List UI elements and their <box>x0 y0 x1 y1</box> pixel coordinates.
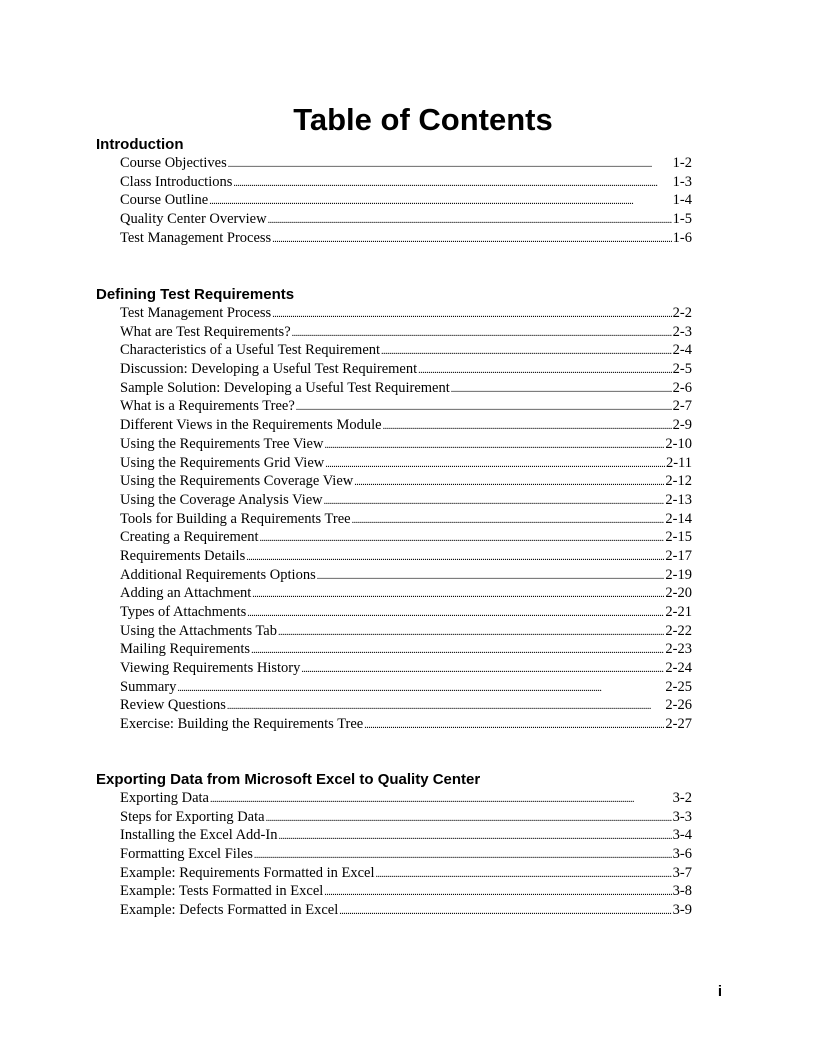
toc-entry-page: 2-11 <box>665 454 692 471</box>
dot-leader <box>354 474 664 491</box>
toc-entry <box>120 659 692 678</box>
toc-entry <box>120 210 692 229</box>
dot-leader <box>268 212 672 229</box>
toc-list <box>96 304 696 734</box>
toc-entry-page: 2-10 <box>665 435 692 452</box>
toc-entry <box>120 323 692 342</box>
toc-entry <box>120 360 692 379</box>
dot-leader <box>210 791 672 808</box>
toc-entry-title: Additional Requirements Options <box>120 566 316 583</box>
toc-entry-title: Example: Requirements Formatted in Excel <box>120 864 375 881</box>
toc-entry-title: Summary <box>120 678 177 695</box>
toc-entry-title: Using the Requirements Grid View <box>120 454 325 471</box>
toc-entry-page: 3-9 <box>672 902 692 919</box>
toc-entry-title: Course Objectives <box>120 155 227 171</box>
toc-entry-page: 2-9 <box>672 417 692 434</box>
toc-entry-title: Discussion: Developing a Useful Test Requirement <box>120 361 418 378</box>
toc-entry <box>120 547 692 566</box>
toc-entry <box>120 696 692 715</box>
toc-entry <box>120 603 692 622</box>
toc-entry-title: Using the Attachments Tab <box>120 622 277 639</box>
toc-entry <box>120 454 692 473</box>
dot-leader <box>324 437 664 454</box>
dot-leader <box>278 828 671 845</box>
toc-entry-title: Test Management Process <box>120 229 272 246</box>
toc-entry-page: 2-23 <box>665 641 692 658</box>
toc-entry-title: Class Introductions <box>120 173 233 190</box>
toc-entry-page: 2-12 <box>665 473 692 490</box>
dot-leader <box>451 381 672 398</box>
dot-leader <box>324 493 665 510</box>
toc-entry <box>120 341 692 360</box>
dot-leader <box>317 568 665 585</box>
toc-entry-title: Quality Center Overview <box>120 211 267 228</box>
toc-entry-title: Requirements Details <box>120 547 246 564</box>
dot-leader <box>209 193 671 210</box>
dot-leader <box>325 456 665 473</box>
toc-entry-title: What are Test Requirements? <box>120 323 291 340</box>
toc-entry-page: 2-15 <box>665 529 692 546</box>
toc-entry-title: What is a Requirements Tree? <box>120 398 295 415</box>
dot-leader <box>364 717 664 734</box>
toc-entry-page: 2-4 <box>672 342 692 359</box>
toc-entry <box>120 845 692 864</box>
toc-entry <box>120 808 692 827</box>
toc-entry <box>120 901 692 920</box>
toc-entry <box>120 472 692 491</box>
dot-leader <box>381 343 672 360</box>
toc-entry-page: 3-3 <box>672 808 692 825</box>
dot-leader <box>252 586 664 603</box>
toc-entry <box>120 566 692 585</box>
toc-entry-page: 3-8 <box>672 883 692 900</box>
dot-leader <box>260 530 665 547</box>
toc-entry-title: Exercise: Building the Requirements Tree <box>120 716 364 733</box>
toc-entry-page: 3-6 <box>672 846 692 863</box>
dot-leader <box>246 549 664 566</box>
toc-entry-title: Using the Requirements Tree View <box>120 435 324 452</box>
toc-entry-page: 3-4 <box>672 827 692 844</box>
toc-entry-page: 2-24 <box>665 660 692 677</box>
dot-leader <box>177 680 664 697</box>
toc-entry-page: 2-3 <box>672 323 692 340</box>
dot-leader <box>383 418 672 435</box>
toc-entry <box>120 678 692 697</box>
toc-entry-page: 2-19 <box>665 566 692 583</box>
toc-entry <box>120 715 692 734</box>
dot-leader <box>376 866 672 883</box>
toc-list <box>96 154 696 247</box>
section-heading: Defining Test Requirements <box>96 286 295 303</box>
toc-entry <box>120 435 692 454</box>
toc-entry-title: Viewing Requirements History <box>120 660 301 677</box>
toc-entry-title: Formatting Excel Files <box>120 846 253 863</box>
dot-leader <box>227 698 664 715</box>
dot-leader <box>292 325 672 342</box>
toc-entry-page: 2-13 <box>665 491 692 508</box>
toc-entry-title: Sample Solution: Developing a Useful Test Requirement <box>120 379 450 396</box>
toc-entry-title: Example: Defects Formatted in Excel <box>120 902 339 919</box>
toc-entry-title: Mailing Requirements <box>120 641 251 658</box>
toc-entry <box>120 789 692 808</box>
dot-leader <box>247 605 664 622</box>
toc-entry <box>120 304 692 323</box>
toc-entry-title: Adding an Attachment <box>120 585 252 602</box>
toc-section-defining-test-requirements <box>96 286 696 734</box>
toc-list <box>96 789 696 920</box>
toc-entry <box>120 379 692 398</box>
toc-entry-page: 2-25 <box>665 678 692 695</box>
dot-leader <box>278 624 664 641</box>
dot-leader <box>339 903 671 920</box>
toc-entry-page: 1-4 <box>672 192 692 209</box>
toc-entry-title: Exporting Data <box>120 790 209 806</box>
toc-entry <box>120 397 692 416</box>
dot-leader <box>296 399 672 416</box>
toc-entry-page: 1-5 <box>672 211 692 228</box>
toc-entry <box>120 584 692 603</box>
toc-entry <box>120 491 692 510</box>
toc-entry-page: 2-26 <box>665 697 692 714</box>
dot-leader <box>301 661 664 678</box>
dot-leader <box>251 642 664 659</box>
toc-entry-page: 2-6 <box>672 379 692 396</box>
toc-entry-title: Different Views in the Requirements Module <box>120 417 382 434</box>
toc-entry-page: 2-14 <box>665 510 692 527</box>
toc-entry-page: 2-27 <box>665 716 692 733</box>
toc-entry <box>120 882 692 901</box>
toc-entry-page: 2-22 <box>665 622 692 639</box>
dot-leader <box>272 231 671 248</box>
toc-entry <box>120 826 692 845</box>
dot-leader <box>266 810 672 827</box>
toc-entry-page: 1-3 <box>672 173 692 190</box>
dot-leader <box>254 847 672 864</box>
toc-entry-page: 2-20 <box>665 585 692 602</box>
toc-entry-title: Characteristics of a Useful Test Requirement <box>120 342 381 359</box>
toc-entry-page: 3-7 <box>672 864 692 881</box>
toc-entry <box>120 416 692 435</box>
toc-entry-title: Test Management Process <box>120 305 272 321</box>
dot-leader <box>324 884 671 901</box>
toc-entry-page: 2-7 <box>672 398 692 415</box>
toc-entry <box>120 640 692 659</box>
toc-entry <box>120 154 692 173</box>
toc-entry <box>120 229 692 248</box>
toc-section-introduction <box>96 136 696 247</box>
toc-entry-page: 2-17 <box>665 547 692 564</box>
section-heading: Exporting Data from Microsoft Excel to Quality Center <box>96 771 481 788</box>
toc-entry-page: 2-21 <box>665 604 692 620</box>
toc-entry-title: Using the Coverage Analysis View <box>120 491 323 508</box>
page-title: Table of Contents <box>293 102 553 137</box>
toc-entry <box>120 864 692 883</box>
toc-entry-title: Creating a Requirement <box>120 529 259 546</box>
toc-entry-page: 3-2 <box>672 790 692 806</box>
section-heading: Introduction <box>96 136 184 153</box>
toc-entry <box>120 191 692 210</box>
toc-entry-page: 1-6 <box>672 229 692 246</box>
dot-leader <box>352 512 665 529</box>
toc-entry-title: Installing the Excel Add-In <box>120 827 278 844</box>
toc-section-exporting-data <box>96 771 696 920</box>
toc-entry-title: Using the Requirements Coverage View <box>120 473 354 490</box>
dot-leader <box>272 306 671 323</box>
toc-entry <box>120 622 692 641</box>
dot-leader <box>233 175 671 192</box>
toc-entry-title: Course Outline <box>120 192 209 209</box>
dot-leader <box>228 156 672 173</box>
toc-entry <box>120 510 692 529</box>
toc-entry-title: Types of Attachments <box>120 604 247 620</box>
toc-entry-page: 1-2 <box>672 155 692 171</box>
toc-entry <box>120 528 692 547</box>
toc-entry-title: Example: Tests Formatted in Excel <box>120 883 324 900</box>
toc-entry-title: Steps for Exporting Data <box>120 808 265 825</box>
toc-entry-page: 2-2 <box>672 305 692 321</box>
toc-entry-page: 2-5 <box>672 361 692 378</box>
dot-leader <box>418 362 672 379</box>
toc-entry-title: Review Questions <box>120 697 226 714</box>
toc-entry-title: Tools for Building a Requirements Tree <box>120 510 351 527</box>
page-number: i <box>717 983 722 1000</box>
toc-entry <box>120 173 692 192</box>
